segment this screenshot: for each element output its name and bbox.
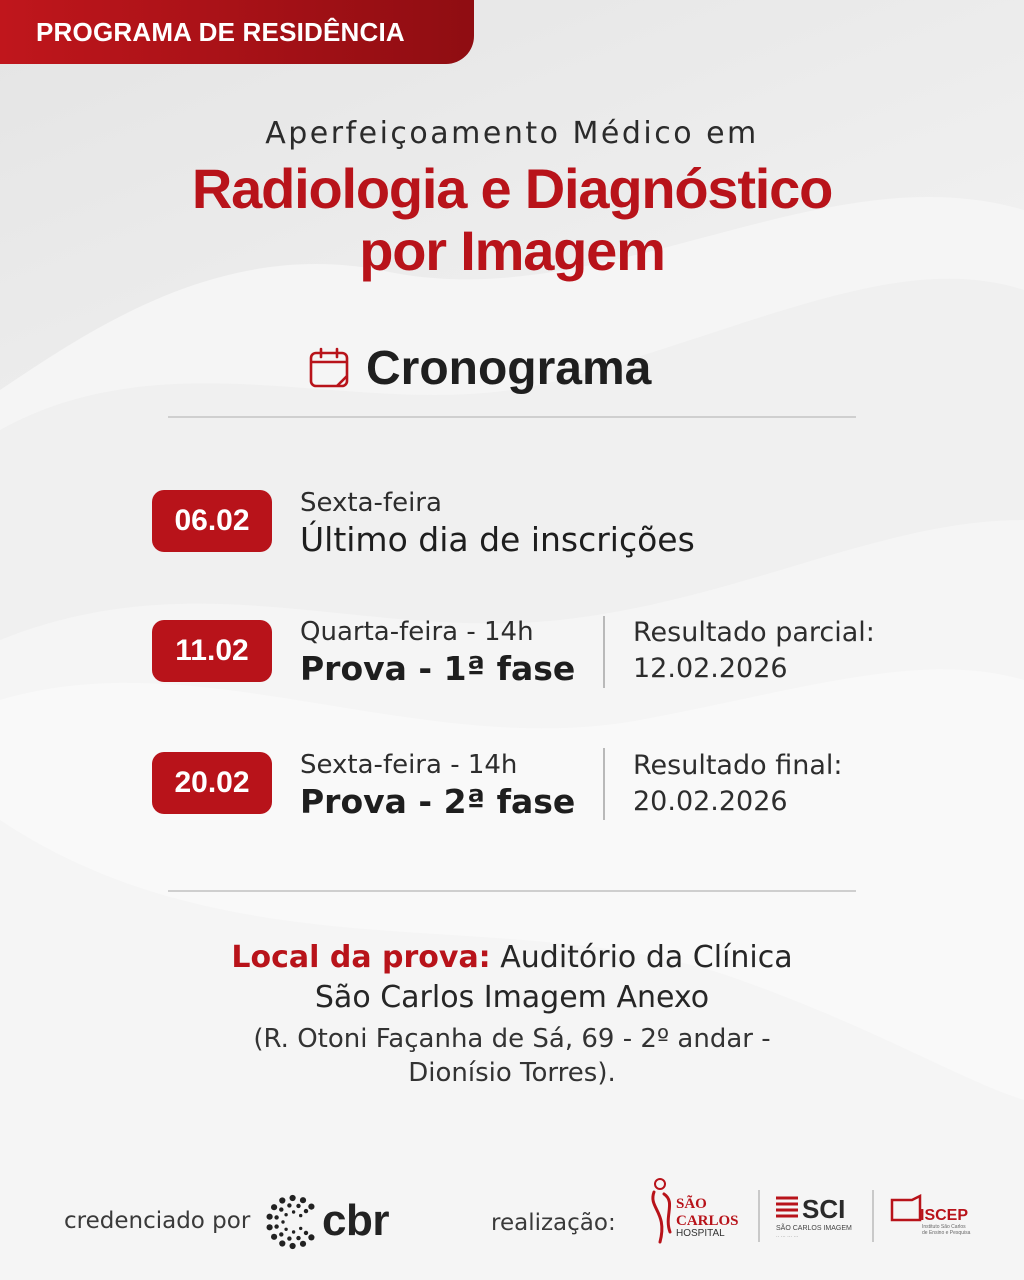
cbr-dot: [274, 1215, 278, 1219]
pre-title: Aperfeiçoamento Médico em: [265, 116, 759, 151]
cbr-dot: [292, 1210, 295, 1213]
result-label-3: Resultado final:: [633, 750, 843, 781]
cbr-dot: [300, 1197, 306, 1203]
cbr-dot: [267, 1214, 273, 1220]
svg-text:SÃO CARLOS IMAGEM: SÃO CARLOS IMAGEM: [776, 1225, 852, 1232]
weekday-2: Quarta-feira - 14h: [300, 617, 534, 647]
divider-top: [168, 416, 856, 418]
date-badge-2: 11.02: [152, 620, 272, 682]
date-badge-1: 06.02: [152, 490, 272, 552]
location-venue: Auditório da Clínica: [500, 940, 793, 975]
result-3: [633, 748, 842, 820]
sao-carlos-hospital-logo: [646, 1172, 746, 1244]
logo-divider-2: [872, 1190, 874, 1242]
cbr-dot: [296, 1204, 300, 1208]
cbr-dot: [279, 1240, 285, 1246]
svg-text:Instituto São Carlos: Instituto São Carlos: [922, 1224, 966, 1230]
cbr-dot: [299, 1227, 302, 1230]
result-label-2: Resultado parcial:: [633, 617, 875, 648]
cbr-dot: [281, 1220, 284, 1223]
credentialed-by-label: credenciado por: [64, 1208, 251, 1234]
cbr-dot: [287, 1203, 291, 1207]
location-line-1: [0, 940, 1024, 975]
cbr-dot: [279, 1207, 283, 1211]
cbr-dot: [287, 1236, 291, 1240]
realization-label: realização:: [491, 1210, 616, 1236]
cbr-dot: [284, 1213, 287, 1216]
cbr-dot: [274, 1224, 278, 1228]
result-2: [633, 615, 875, 687]
cbr-dot: [271, 1204, 277, 1210]
svg-text:CARLOS: CARLOS: [676, 1213, 739, 1229]
iscep-logo: [890, 1194, 980, 1240]
sci-logo: [774, 1192, 858, 1240]
date-badge-3: 20.02: [152, 752, 272, 814]
address-line-1: (R. Otoni Façanha de Sá, 69 - 2º andar -: [253, 1024, 771, 1054]
title-line-1: Radiologia e Diagnóstico: [191, 157, 833, 220]
location-label: Local da prova:: [231, 940, 491, 975]
event-1: Último dia de inscrições: [300, 520, 695, 559]
svg-text:SCI: SCI: [802, 1194, 846, 1224]
cbr-dot: [300, 1241, 306, 1247]
location-line-2: São Carlos Imagem Anexo: [314, 980, 710, 1015]
address-line-2: Dionísio Torres).: [408, 1058, 616, 1088]
cbr-dot: [308, 1234, 314, 1240]
weekday-3: Sexta-feira - 14h: [300, 750, 518, 780]
program-label: PROGRAMA DE RESIDÊNCIA: [36, 17, 405, 47]
cbr-dot: [279, 1232, 283, 1236]
cbr-dot: [292, 1230, 295, 1233]
cbr-dot: [290, 1195, 296, 1201]
cbr-logo-text: cbr: [322, 1196, 389, 1245]
cbr-dot: [299, 1214, 302, 1217]
logo-divider-1: [758, 1190, 760, 1242]
cbr-dot: [279, 1197, 285, 1203]
calendar-icon: [308, 346, 352, 390]
cbr-dot: [296, 1236, 300, 1240]
result-date-3: 20.02.2026: [633, 786, 788, 817]
separator-2: [603, 616, 605, 688]
svg-text:SÃO: SÃO: [676, 1196, 707, 1212]
cbr-logo-icon: [266, 1194, 320, 1250]
program-ribbon: [0, 0, 474, 64]
event-2: Prova - 1ª fase: [300, 649, 576, 688]
schedule-title: Cronograma: [366, 341, 652, 395]
event-3: Prova - 2ª fase: [300, 782, 576, 821]
cbr-dot: [290, 1243, 296, 1249]
cbr-dot: [267, 1224, 273, 1230]
page-title: [0, 158, 1024, 282]
svg-text:·· ··· ··· ···: ·· ··· ··· ···: [776, 1234, 799, 1240]
separator-3: [603, 748, 605, 820]
result-date-2: 12.02.2026: [633, 653, 788, 684]
schedule-heading: [308, 338, 651, 398]
title-line-2: por Imagem: [359, 219, 665, 282]
cbr-dot: [271, 1234, 277, 1240]
weekday-1: Sexta-feira: [300, 488, 442, 518]
divider-bottom: [168, 890, 856, 892]
svg-text:ISCEP: ISCEP: [920, 1207, 969, 1224]
cbr-dot: [308, 1204, 314, 1210]
cbr-dot: [304, 1231, 308, 1235]
cbr-dot: [304, 1209, 308, 1213]
cbr-dot: [284, 1228, 287, 1231]
svg-text:HOSPITAL: HOSPITAL: [676, 1228, 725, 1239]
svg-text:de Ensino e Pesquisa: de Ensino e Pesquisa: [922, 1230, 971, 1236]
